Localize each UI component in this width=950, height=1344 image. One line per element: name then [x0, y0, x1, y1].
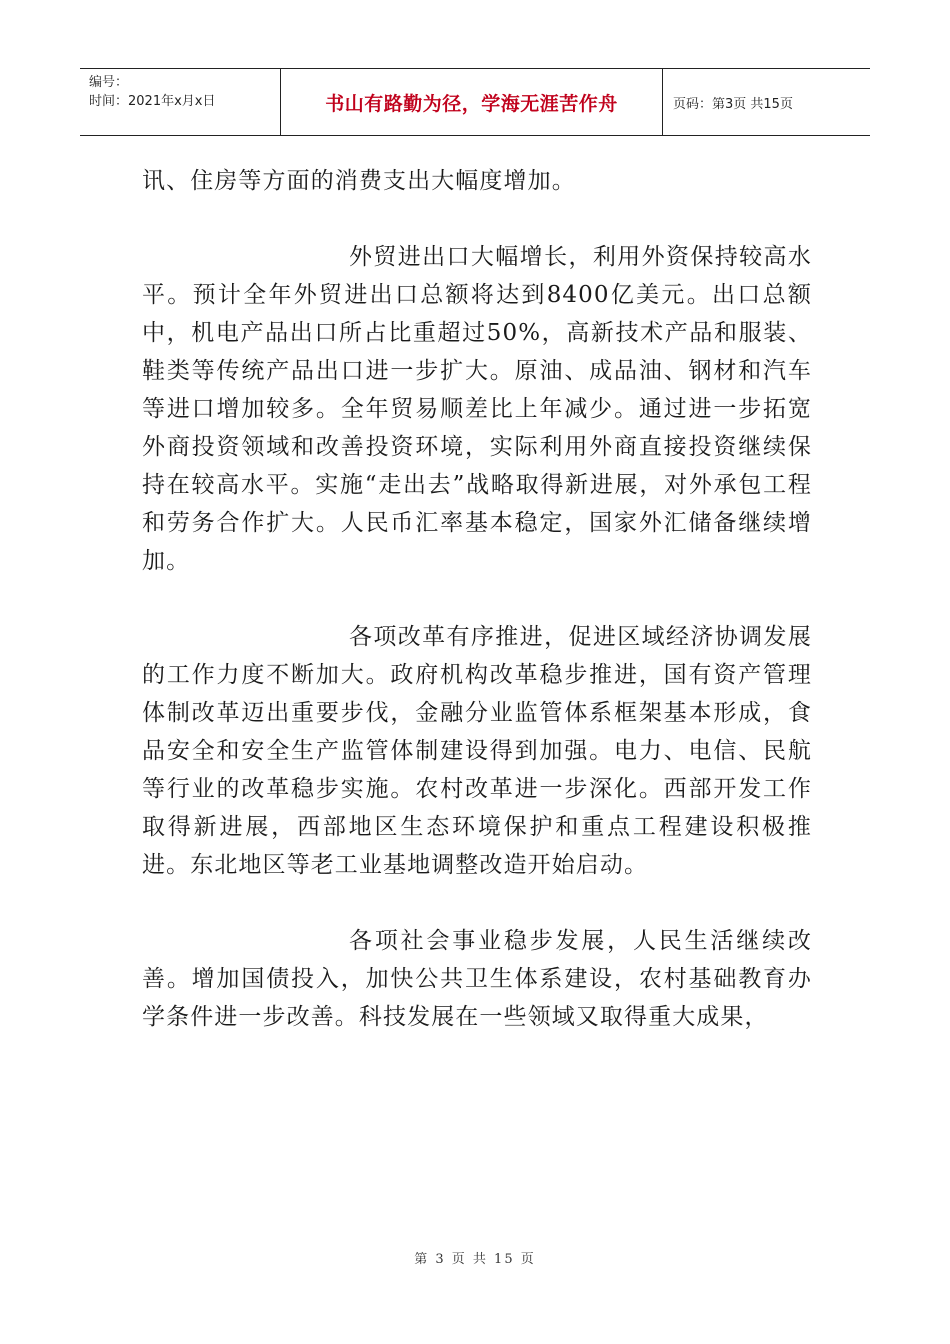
paragraph-social-affairs: 各项社会事业稳步发展，人民生活继续改善。增加国债投入，加快公共卫生体系建设，农村基础教育办学条件进一步改善。科技发展在一些领域又取得重大成果， [142, 928, 812, 1030]
document-header [80, 68, 870, 136]
paragraph-continuation: 讯、住房等方面的消费支出大幅度增加。 [142, 168, 576, 194]
header-motto: 书山有路勤为径，学海无涯苦作舟 [281, 69, 663, 135]
paragraph-reform: 各项改革有序推进，促进区域经济协调发展的工作力度不断加大。政府机构改革稳步推进，国有资产管理体制改革迈出重要步伐，金融分业监管体系框架基本形成，食品安全和安全生产监管体制建设得到加强。电力、电信、民航等行业的改革稳步实施。农村改革进一步深化。西部开发工作取得新进展，西部地区生态环境保护和重点工程建设积极推进。东北地区等老工业基地调整改造开始启动。 [142, 624, 812, 878]
header-time-label: 时间：2021年x月x日 [89, 94, 216, 109]
header-page-label: 页码：第3页 共15页 [673, 96, 793, 112]
header-number-label: 编号： [89, 75, 129, 90]
paragraph-foreign-trade: 外贸进出口大幅增长，利用外资保持较高水平。预计全年外贸进出口总额将达到8400亿美元。出口总额中，机电产品出口所占比重超过50%，高新技术产品和服装、鞋类等传统产品出口进一步扩大。原油、成品油、钢材和汽车等进口增加较多。全年贸易顺差比上年减少。通过进一步拓宽外商投资领域和改善投资环境，实际利用外商直接投资继续保持在较高水平。实施“走出去”战略取得新进展，对外承包工程和劳务合作扩大。人民币汇率基本稳定，国家外汇储备继续增加。 [142, 244, 812, 574]
document-body [142, 162, 812, 1036]
header-meta-cell [80, 69, 281, 135]
page-footer: 第 3 页 共 15 页 [414, 1252, 536, 1267]
